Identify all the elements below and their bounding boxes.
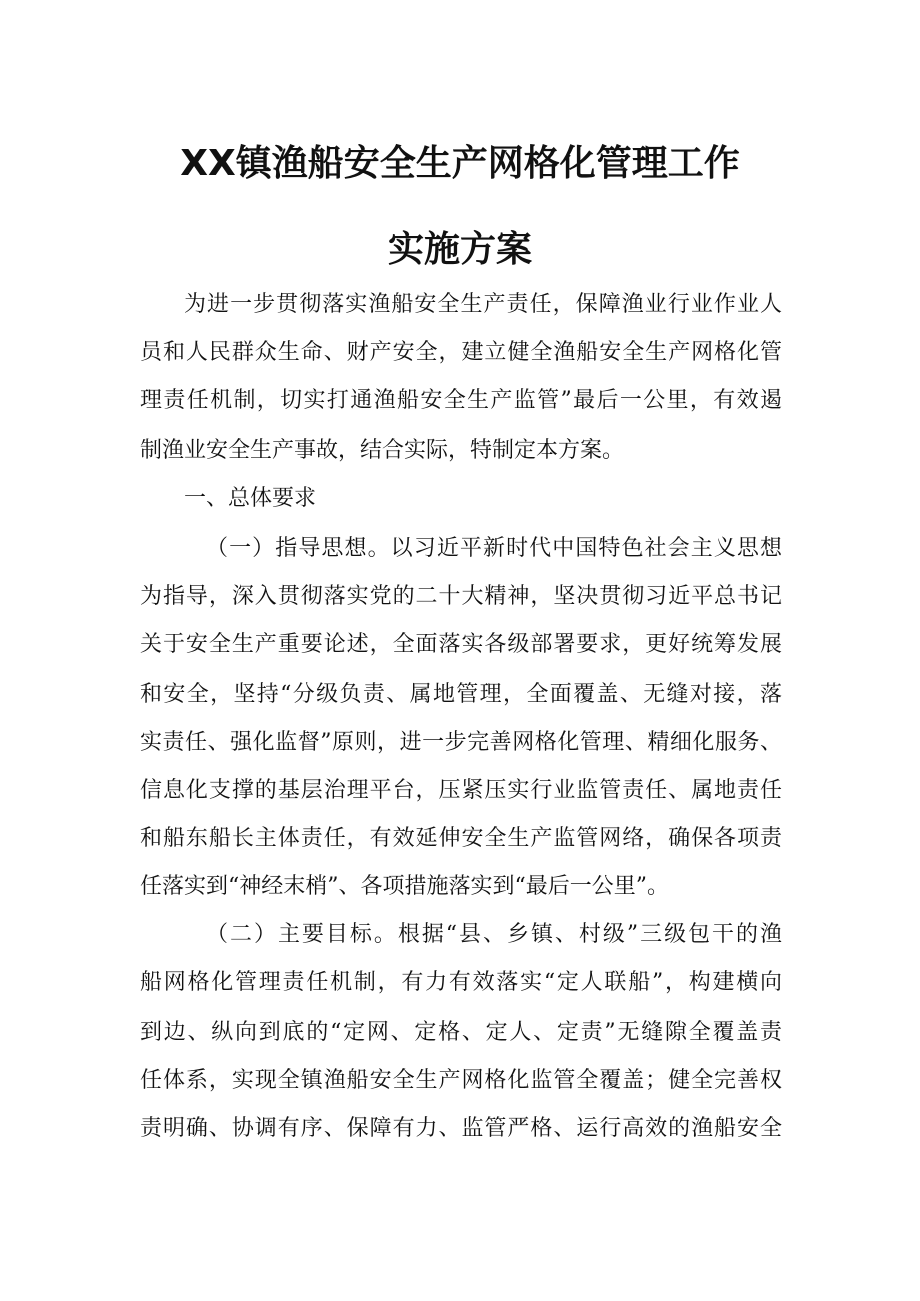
body-text-line: 责明确、协调有序、保障有力、监管严格、运行高效的渔船安全 bbox=[140, 1116, 782, 1141]
document-title-line2: 实施方案 bbox=[387, 229, 532, 270]
body-text-line: 到边、纵向到底的“定网、定格、定人、定责”无缝隙全覆盖责 bbox=[140, 1020, 782, 1045]
body-text-line: 任体系，实现全镇渔船安全生产网格化监管全覆盖；健全完善权 bbox=[140, 1068, 782, 1093]
body-text-line: 船网格化管理责任机制，有力有效落实“定人联船”，构建横向 bbox=[140, 970, 782, 995]
body-text-line: 理责任机制，切实打通渔船安全生产监管”最后一公里，有效遏 bbox=[140, 388, 782, 413]
body-text-line: （二）主要目标。根据“县、乡镇、村级”三级包干的渔 bbox=[206, 922, 782, 947]
body-text-line: 为指导，深入贯彻落实党的二十大精神，坚决贯彻习近平总书记 bbox=[140, 584, 782, 609]
body-text-line: 实责任、强化监督”原则，进一步完善网格化管理、精细化服务、 bbox=[140, 730, 782, 755]
document-title-line1: XX镇渔船安全生产网格化管理工作 bbox=[180, 143, 740, 184]
body-text-line: 关于安全生产重要论述，全面落实各级部署要求，更好统筹发展 bbox=[140, 632, 782, 657]
section-heading: 一、总体要求 bbox=[184, 486, 317, 511]
body-text-line: 为进一步贯彻落实渔船安全生产责任，保障渔业行业作业人 bbox=[184, 292, 782, 317]
body-text-line: 和安全，坚持“分级负责、属地管理，全面覆盖、无缝对接，落 bbox=[140, 682, 782, 707]
body-text-line: 任落实到“神经末梢”、各项措施落实到“最后一公里”。 bbox=[140, 874, 669, 899]
body-text-line: 信息化支撑的基层治理平台，压紧压实行业监管责任、属地责任 bbox=[140, 778, 782, 803]
body-text-line: 员和人民群众生命、财产安全，建立健全渔船安全生产网格化管 bbox=[140, 340, 782, 365]
body-text-line: 和船东船长主体责任，有效延伸安全生产监管网络，确保各项责 bbox=[140, 826, 782, 851]
body-text-line: 制渔业安全生产事故，结合实际，特制定本方案。 bbox=[140, 438, 625, 463]
body-text-line: （一）指导思想。以习近平新时代中国特色社会主义思想 bbox=[206, 536, 782, 561]
